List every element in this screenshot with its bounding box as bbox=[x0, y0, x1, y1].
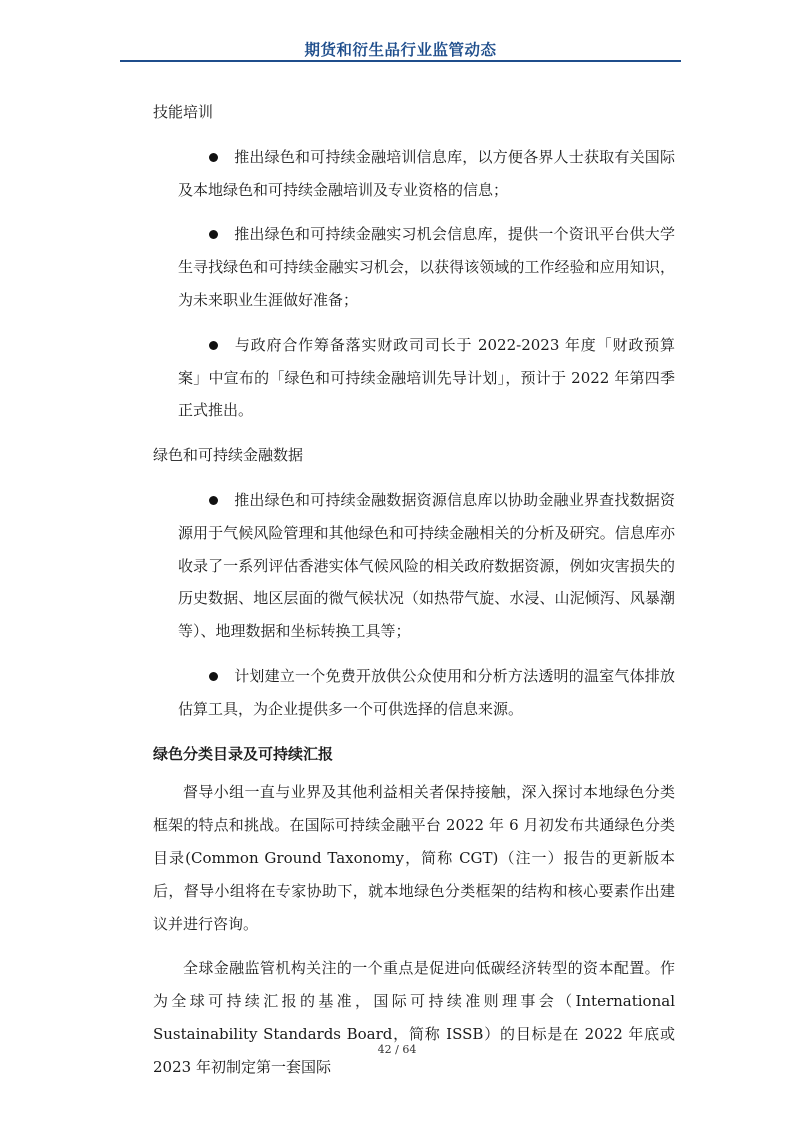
document-body bbox=[120, 96, 675, 1096]
page-number: 42 / 64 bbox=[377, 1043, 417, 1056]
subhead-skills-training: 技能培训 bbox=[153, 103, 214, 121]
subhead-green-finance-data: 绿色和可持续金融数据 bbox=[153, 446, 304, 465]
bullet-text: 与政府合作筹备落实财政司司长于 2022-2023 年度「财政预算案」中宣布的「绿色和可持续金融培训先导计划」，预计于 2022 年第四季正式推出。 bbox=[178, 335, 675, 420]
bullet-dot-icon bbox=[209, 672, 218, 681]
bullet-item bbox=[120, 329, 675, 427]
header-divider bbox=[120, 60, 681, 62]
bullet-text: 推出绿色和可持续金融数据资源信息库以协助金融业界查找数据资源用于气候风险管理和其他绿色和可持续金融相关的分析及研究。信息库亦收录了一系列评估香港实体气候风险的相关政府数据资源，例如灾害损失的历史数据、地区层面的微气候状况（如热带气旋、水浸、山泥倾泻、风暴潮等）、地理数据和坐标转换工具等； bbox=[178, 490, 675, 641]
bullet-dot-icon bbox=[209, 230, 218, 239]
bullet-text: 推出绿色和可持续金融培训信息库，以方便各界人士获取有关国际及本地绿色和可持续金融培训及专业资格的信息； bbox=[178, 147, 675, 199]
bullet-item bbox=[120, 484, 675, 648]
bullet-item bbox=[120, 141, 675, 207]
bullet-item bbox=[120, 218, 675, 316]
bullet-dot-icon bbox=[209, 153, 218, 162]
body-paragraph: 全球金融监管机构关注的一个重点是促进向低碳经济转型的资本配置。作为全球可持续汇报的基准，国际可持续准则理事会（International Sustainability Standards Board，简称 ISSB）的目标是在 2022 年底或 2023 年初制定第一套国际 bbox=[153, 959, 675, 1076]
bullet-dot-icon bbox=[209, 341, 218, 350]
section-title-taxonomy: 绿色分类目录及可持续汇报 bbox=[153, 744, 334, 763]
bullet-dot-icon bbox=[209, 496, 218, 505]
bullet-text: 计划建立一个免费开放供公众使用和分析方法透明的温室气体排放估算工具，为企业提供多一个可供选择的信息来源。 bbox=[178, 666, 675, 718]
bullet-item bbox=[120, 660, 675, 726]
page-header-title: 期货和衍生品行业监管动态 bbox=[304, 41, 497, 59]
body-paragraph: 督导小组一直与业界及其他利益相关者保持接触，深入探讨本地绿色分类框架的特点和挑战。在国际可持续金融平台 2022 年 6 月初发布共通绿色分类目录(Common Ground Taxonomy，简称 CGT)（注一）报告的更新版本后，督导小组将在专家协助下，就本地绿色分类框架的结构和核心要素作出建议并进行咨询。 bbox=[153, 783, 675, 933]
bullet-text: 推出绿色和可持续金融实习机会信息库，提供一个资讯平台供大学生寻找绿色和可持续金融实习机会，以获得该领域的工作经验和应用知识，为未来职业生涯做好准备； bbox=[178, 225, 675, 309]
